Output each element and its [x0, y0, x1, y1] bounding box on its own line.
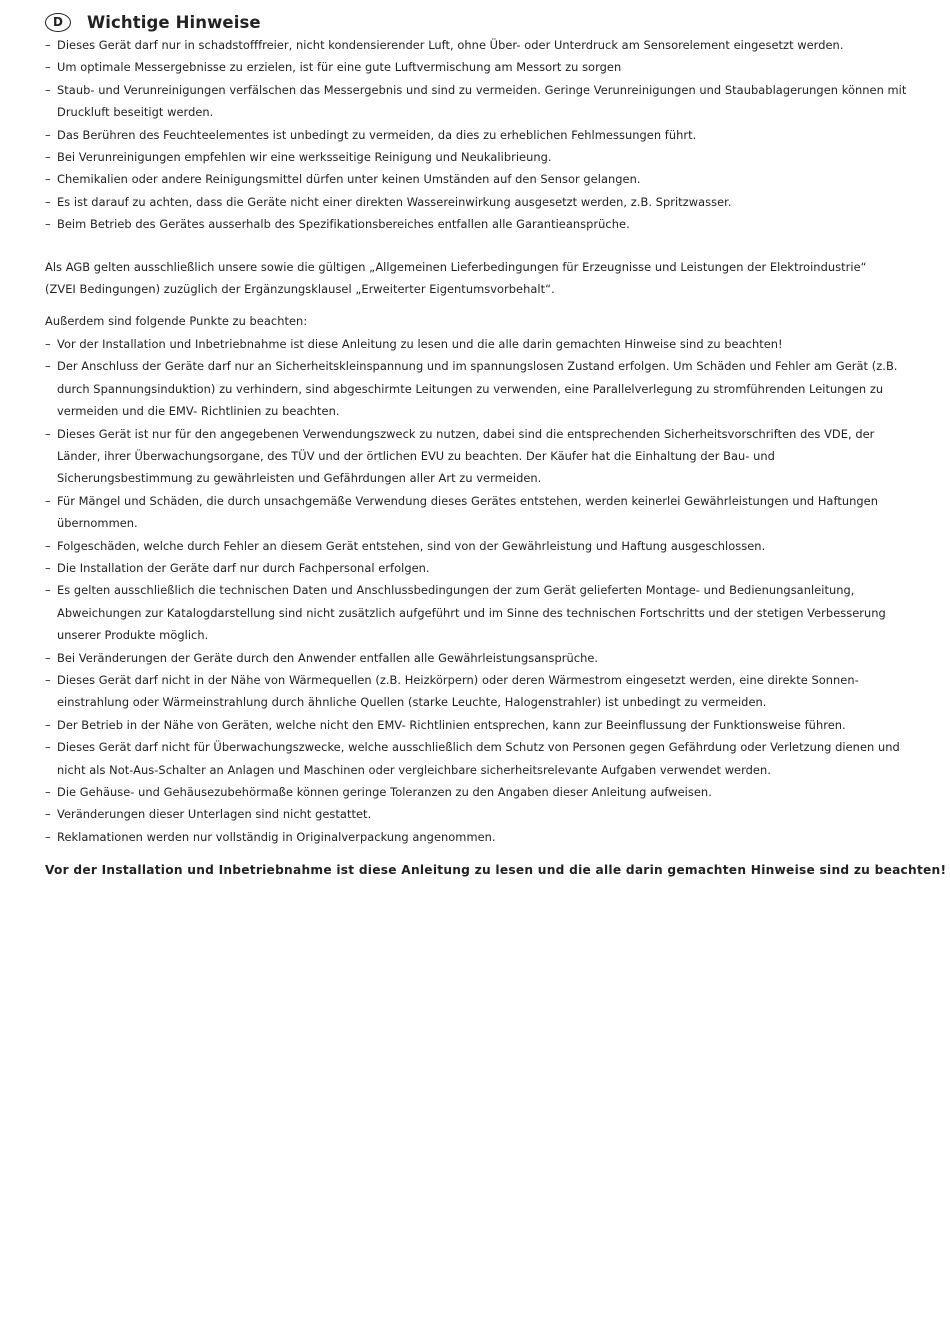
list-item: – Dieses Gerät darf nur in schadstofffreier, nicht kondensierender Luft, ohne Über- oder Unterdruck am Sensorelement eingesetzt werden. [45, 34, 910, 56]
list-item: – Für Mängel und Schäden, die durch unsachgemäße Verwendung dieses Gerätes entstehen, werden keinerlei Gewährleistungen und Haftungen übernommen. [45, 490, 910, 535]
list-item: – Staub- und Verunreinigungen verfälschen das Messergebnis und sind zu vermeiden. Geringe Verunreinigungen und Staubablagerungen können mit Druckluft beseitigt werden. [45, 79, 910, 124]
list-item: – Der Betrieb in der Nähe von Geräten, welche nicht den EMV- Richtlinien entsprechen, kann zur Beeinflussung der Funktionsweise führen. [45, 714, 910, 736]
punkte-list [45, 333, 910, 848]
agb-paragraph [45, 256, 910, 301]
list-item: – Folgeschäden, welche durch Fehler an diesem Gerät entstehen, sind von der Gewährleistung und Haftung ausgeschlossen. [45, 535, 910, 557]
list-item: – Die Gehäuse- und Gehäusezubehörmaße können geringe Toleranzen zu den Angaben dieser Anleitung aufweisen. [45, 781, 910, 803]
list-item: – Der Anschluss der Geräte darf nur an Sicherheitskleinspannung und im spannungslosen Zustand erfolgen. Um Schäden und Fehler am Gerät (z.B. durch Spannungsinduktion) zu verhindern, sind abgeschirmte Leitungen zu verwenden, eine Parallelverlegung zu stromführenden Leitungen zu vermeiden und die EMV- Richtlinien zu beachten. [45, 355, 910, 422]
list-item: – Dieses Gerät darf nicht in der Nähe von Wärmequellen (z.B. Heizkörpern) oder deren Wärmestrom eingesetzt werden, eine direkte Sonnen-einstrahlung oder Wärmeinstrahlung durch ähnliche Quellen (starke Leuchte, Halogenstrahler) ist unbedingt zu vermeiden. [45, 669, 910, 714]
page-title: Wichtige Hinweise [87, 12, 261, 32]
list-item: – Bei Verunreinigungen empfehlen wir eine werksseitige Reinigung und Neukalibrieung. [45, 146, 910, 168]
agb-line: (ZVEI Bedingungen) zuzüglich der Ergänzungsklausel „Erweiterter Eigentumsvorbehalt“. [45, 282, 555, 297]
agb-line: Als AGB gelten ausschließlich unsere sowie die gültigen „Allgemeinen Lieferbedingungen für Erzeugnisse und Leistungen der Elektroindustrie“ [45, 259, 867, 274]
list-item: – Bei Veränderungen der Geräte durch den Anwender entfallen alle Gewährleistungsansprüche. [45, 647, 910, 669]
list-item: – Dieses Gerät ist nur für den angegebenen Verwendungszweck zu nutzen, dabei sind die entsprechenden Sicherheitsvorschriften des VDE, der Länder, ihrer Überwachungsorgane, des TÜV und der örtlichen EVU zu beachten. Der Käufer hat die Einhaltung der Bau- und Sicherungsbestimmung zu gewährleisten und Gefährdungen aller Art zu vermeiden. [45, 423, 910, 490]
list-item: – Es ist darauf zu achten, dass die Geräte nicht einer direkten Wassereinwirkung ausgesetzt werden, z.B. Spritzwasser. [45, 191, 910, 213]
list-item: – Reklamationen werden nur vollständig in Originalverpackung angenommen. [45, 826, 910, 848]
list-item: – Chemikalien oder andere Reinigungsmittel dürfen unter keinen Umständen auf den Sensor gelangen. [45, 168, 910, 190]
document-page [45, 10, 947, 892]
list-item: – Es gelten ausschließlich die technischen Daten und Anschlussbedingungen der zum Gerät gelieferten Montage- und Bedienungsanleitung, Abweichungen zur Katalogdarstellung sind nicht zusätzlich aufgeführt und im Sinne des technischen Fortschritts und der stetigen Verbesserung unserer Produkte möglich. [45, 579, 910, 646]
hinweise-list [45, 34, 910, 236]
list-item: – Beim Betrieb des Gerätes ausserhalb des Spezifikationsbereiches entfallen alle Garantieansprüche. [45, 213, 910, 235]
section-header [45, 10, 910, 34]
intro-text: Außerdem sind folgende Punkte zu beachten: [45, 314, 308, 329]
list-item: – Veränderungen dieser Unterlagen sind nicht gestattet. [45, 803, 910, 825]
list-item: – Dieses Gerät darf nicht für Überwachungszwecke, welche ausschließlich dem Schutz von Personen gegen Gefährdung oder Verletzung dienen und nicht als Not-Aus-Schalter an Anlagen und Maschinen oder vergleichbare sicherheitsrelevante Aufgaben verwendet werden. [45, 736, 910, 781]
final-notice: Vor der Installation und Inbetriebnahme ist diese Anleitung zu lesen und die alle darin gemachten Hinweise sind zu beachten! [45, 863, 947, 878]
language-badge: D [45, 13, 71, 32]
list-item: – Vor der Installation und Inbetriebnahme ist diese Anleitung zu lesen und die alle darin gemachten Hinweise sind zu beachten! [45, 333, 910, 355]
list-item: – Die Installation der Geräte darf nur durch Fachpersonal erfolgen. [45, 557, 910, 579]
list-item: – Um optimale Messergebnisse zu erzielen, ist für eine gute Luftvermischung am Messort zu sorgen [45, 56, 910, 78]
list-item: – Das Berühren des Feuchteelementes ist unbedingt zu vermeiden, da dies zu erheblichen Fehlmessungen führt. [45, 124, 910, 146]
